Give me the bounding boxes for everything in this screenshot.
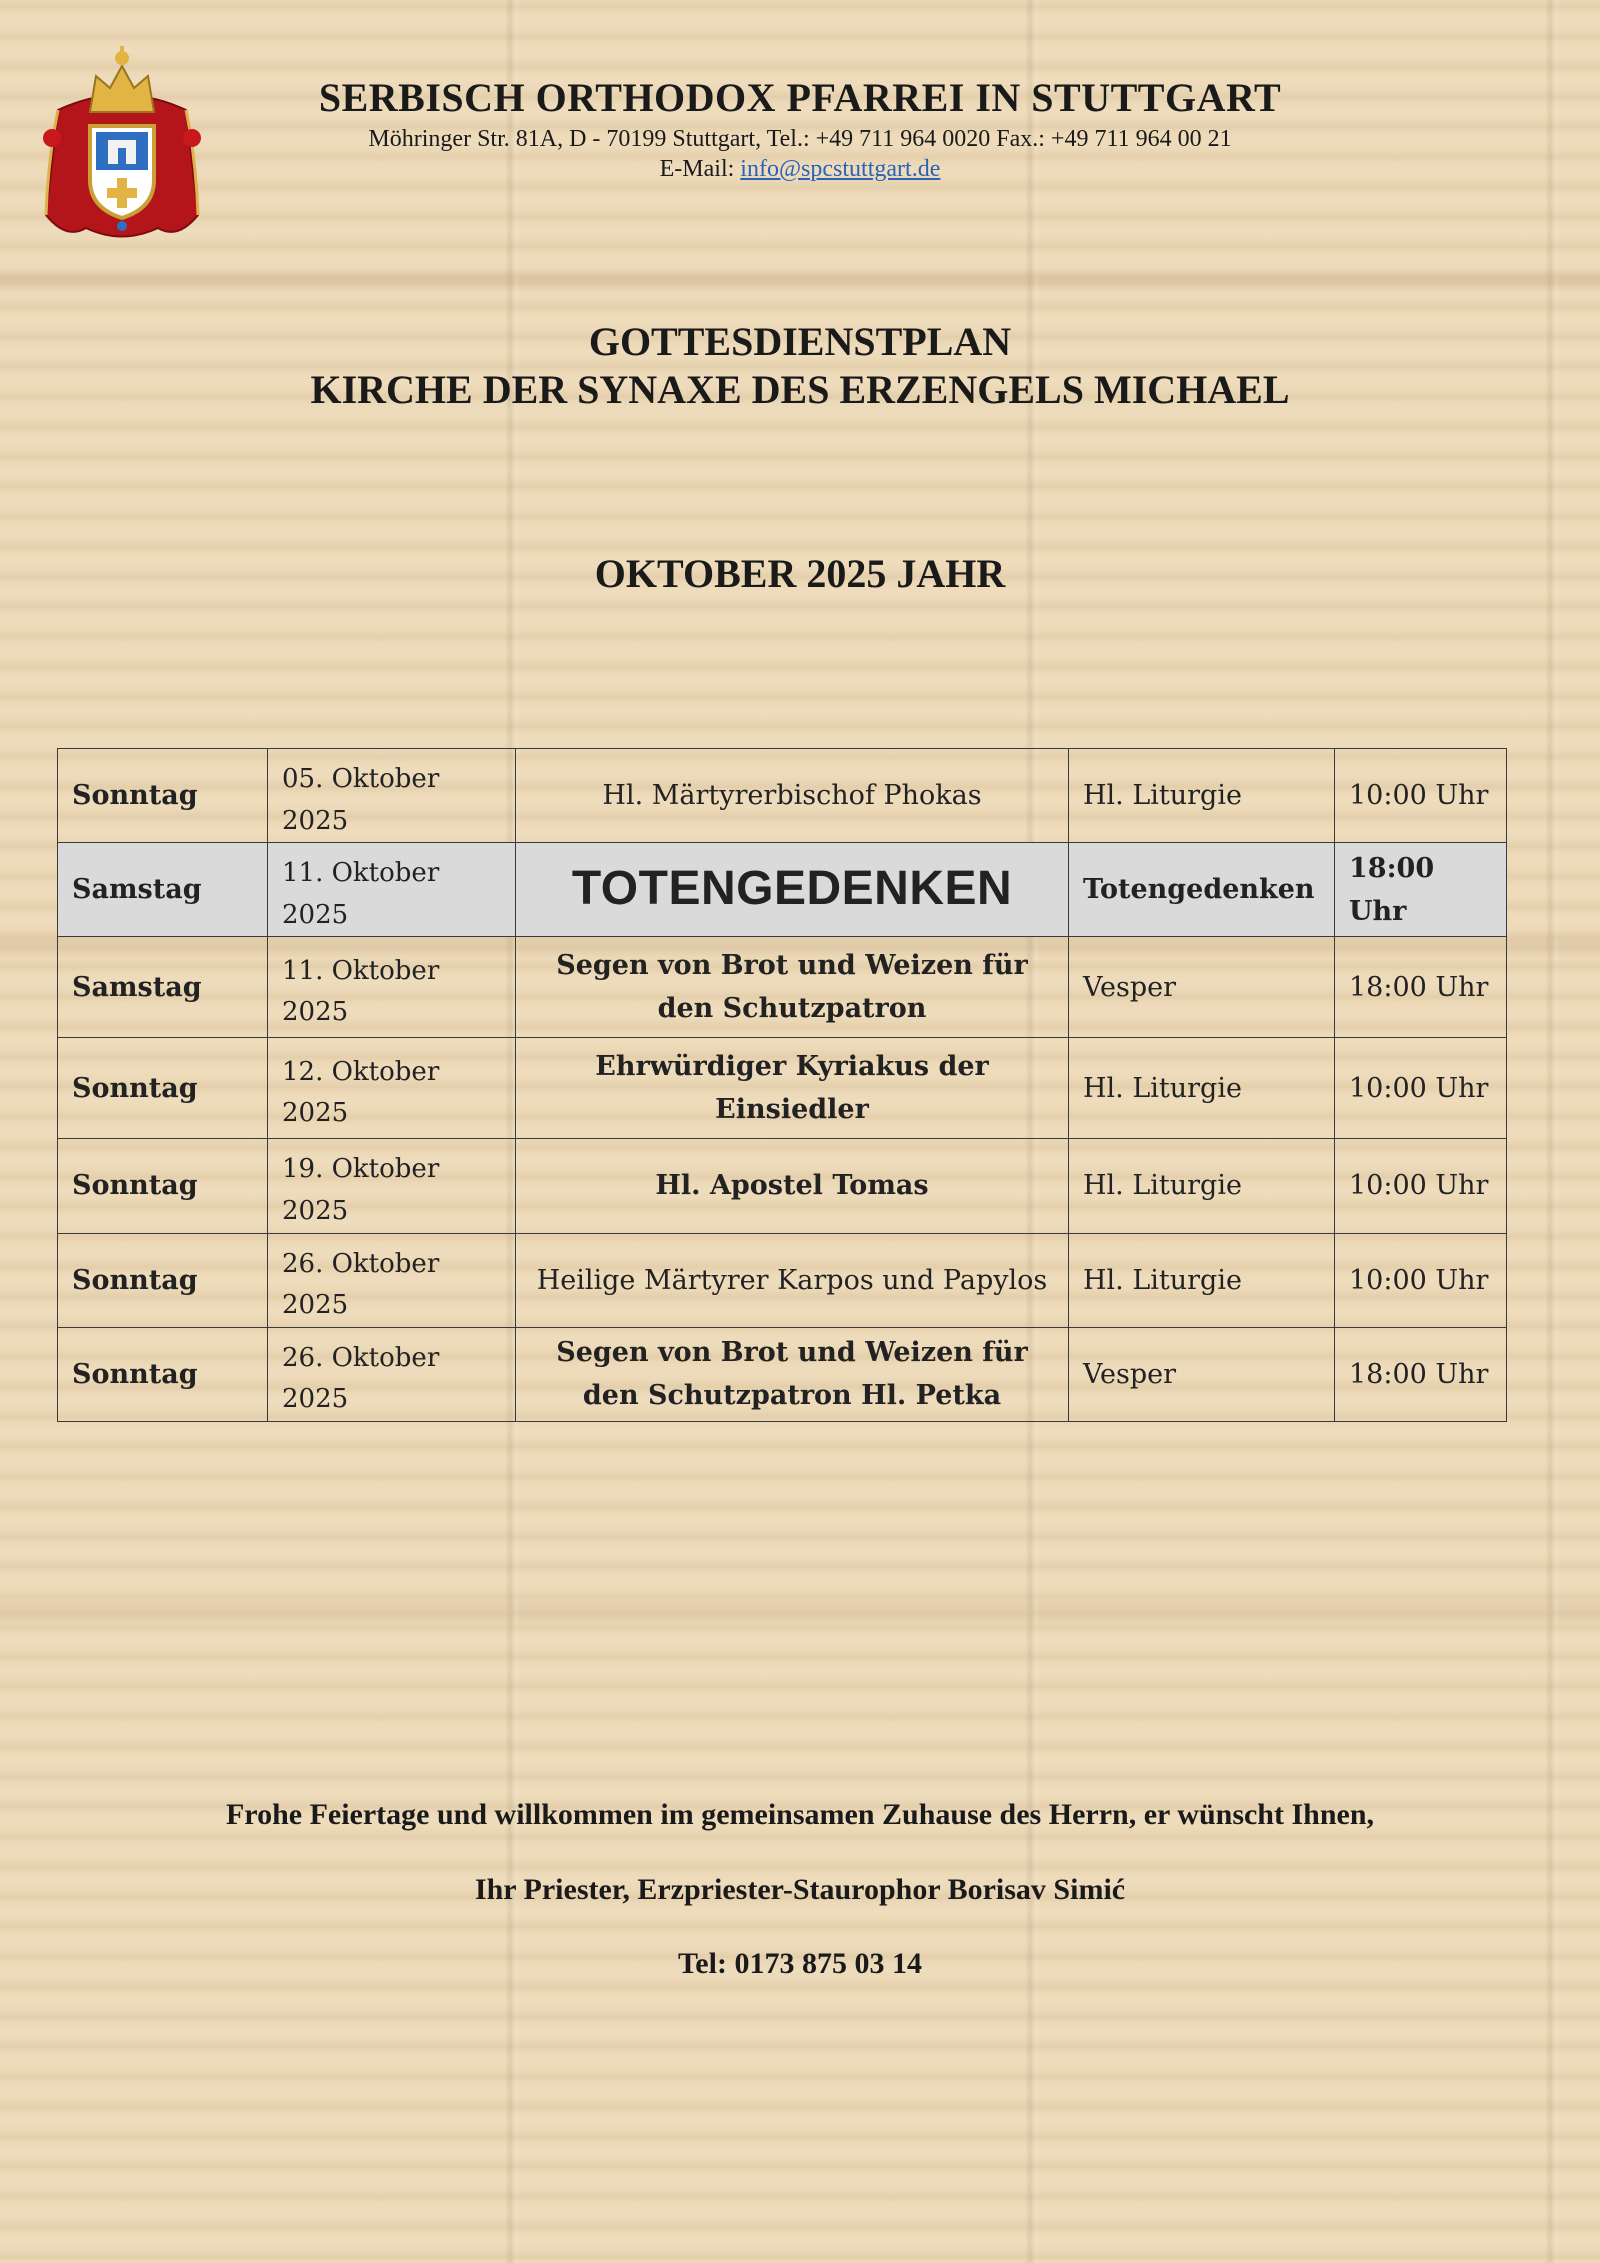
description-cell: Heilige Märtyrer Karpos und Papylos xyxy=(516,1233,1069,1327)
service-type-cell: Vesper xyxy=(1069,937,1335,1038)
date-cell: 11. Oktober 2025 xyxy=(268,937,516,1038)
email-line xyxy=(0,156,1600,183)
date-cell: 12. Oktober 2025 xyxy=(268,1038,516,1139)
table-row xyxy=(58,843,1507,937)
description-cell: Hl. Märtyrerbischof Phokas xyxy=(516,749,1069,843)
time-cell: 10:00 Uhr xyxy=(1335,1038,1507,1139)
day-cell: Sonntag xyxy=(58,1038,268,1139)
description-cell: TOTENGEDENKEN xyxy=(516,843,1069,937)
description-cell: Segen von Brot und Weizen für den Schutzpatron xyxy=(516,937,1069,1038)
parish-name: SERBISCH ORTHODOX PFARREI IN STUTTGART xyxy=(318,75,1282,120)
table-row xyxy=(58,1327,1507,1421)
day-cell: Samstag xyxy=(58,843,268,937)
table-row xyxy=(58,1233,1507,1327)
service-type-cell: Hl. Liturgie xyxy=(1069,749,1335,843)
time-cell: 10:00 Uhr xyxy=(1335,749,1507,843)
date-cell: 26. Oktober 2025 xyxy=(268,1327,516,1421)
date-cell: 19. Oktober 2025 xyxy=(268,1139,516,1233)
holiday-greeting: Frohe Feiertage und willkommen im gemeinsamen Zuhause des Herrn, er wünscht Ihnen, xyxy=(225,1798,1375,1831)
description-cell: Segen von Brot und Weizen für den Schutzpatron Hl. Petka xyxy=(516,1327,1069,1421)
day-cell: Sonntag xyxy=(58,1139,268,1233)
date-cell: 11. Oktober 2025 xyxy=(268,843,516,937)
time-cell: 10:00 Uhr xyxy=(1335,1233,1507,1327)
table-row xyxy=(58,749,1507,843)
table-row xyxy=(58,1038,1507,1139)
church-name: KIRCHE DER SYNAXE DES ERZENGELS MICHAEL xyxy=(310,367,1290,412)
priest-phone: Tel: 0173 875 03 14 xyxy=(678,1947,922,1980)
service-type-cell: Totengedenken xyxy=(1069,843,1335,937)
service-type-cell: Hl. Liturgie xyxy=(1069,1233,1335,1327)
service-type-cell: Hl. Liturgie xyxy=(1069,1038,1335,1139)
service-type-cell: Vesper xyxy=(1069,1327,1335,1421)
month-heading: OKTOBER 2025 JAHR xyxy=(594,551,1006,596)
priest-signature: Ihr Priester, Erzpriester-Staurophor Borisav Simić xyxy=(474,1873,1126,1906)
day-cell: Sonntag xyxy=(58,1233,268,1327)
day-cell: Sonntag xyxy=(58,1327,268,1421)
time-cell: 18:00 Uhr xyxy=(1335,1327,1507,1421)
table-row xyxy=(58,1139,1507,1233)
description-cell: Ehrwürdiger Kyriakus der Einsiedler xyxy=(516,1038,1069,1139)
day-cell: Sonntag xyxy=(58,749,268,843)
service-type-cell: Hl. Liturgie xyxy=(1069,1139,1335,1233)
time-cell: 18:00 Uhr xyxy=(1335,937,1507,1038)
time-cell: 10:00 Uhr xyxy=(1335,1139,1507,1233)
table-row xyxy=(58,937,1507,1038)
email-label: E-Mail: xyxy=(659,156,741,182)
description-cell: Hl. Apostel Tomas xyxy=(516,1139,1069,1233)
time-cell: 18:00 Uhr xyxy=(1335,843,1507,937)
date-cell: 05. Oktober 2025 xyxy=(268,749,516,843)
service-schedule-table xyxy=(57,748,1507,1422)
parish-address: Möhringer Str. 81A, D - 70199 Stuttgart, Tel.: +49 711 964 0020 Fax.: +49 711 964 00 21 xyxy=(368,126,1232,152)
date-cell: 26. Oktober 2025 xyxy=(268,1233,516,1327)
day-cell: Samstag xyxy=(58,937,268,1038)
email-link[interactable]: info@spcstuttgart.de xyxy=(740,156,941,182)
document-title: GOTTESDIENSTPLAN xyxy=(588,319,1012,364)
